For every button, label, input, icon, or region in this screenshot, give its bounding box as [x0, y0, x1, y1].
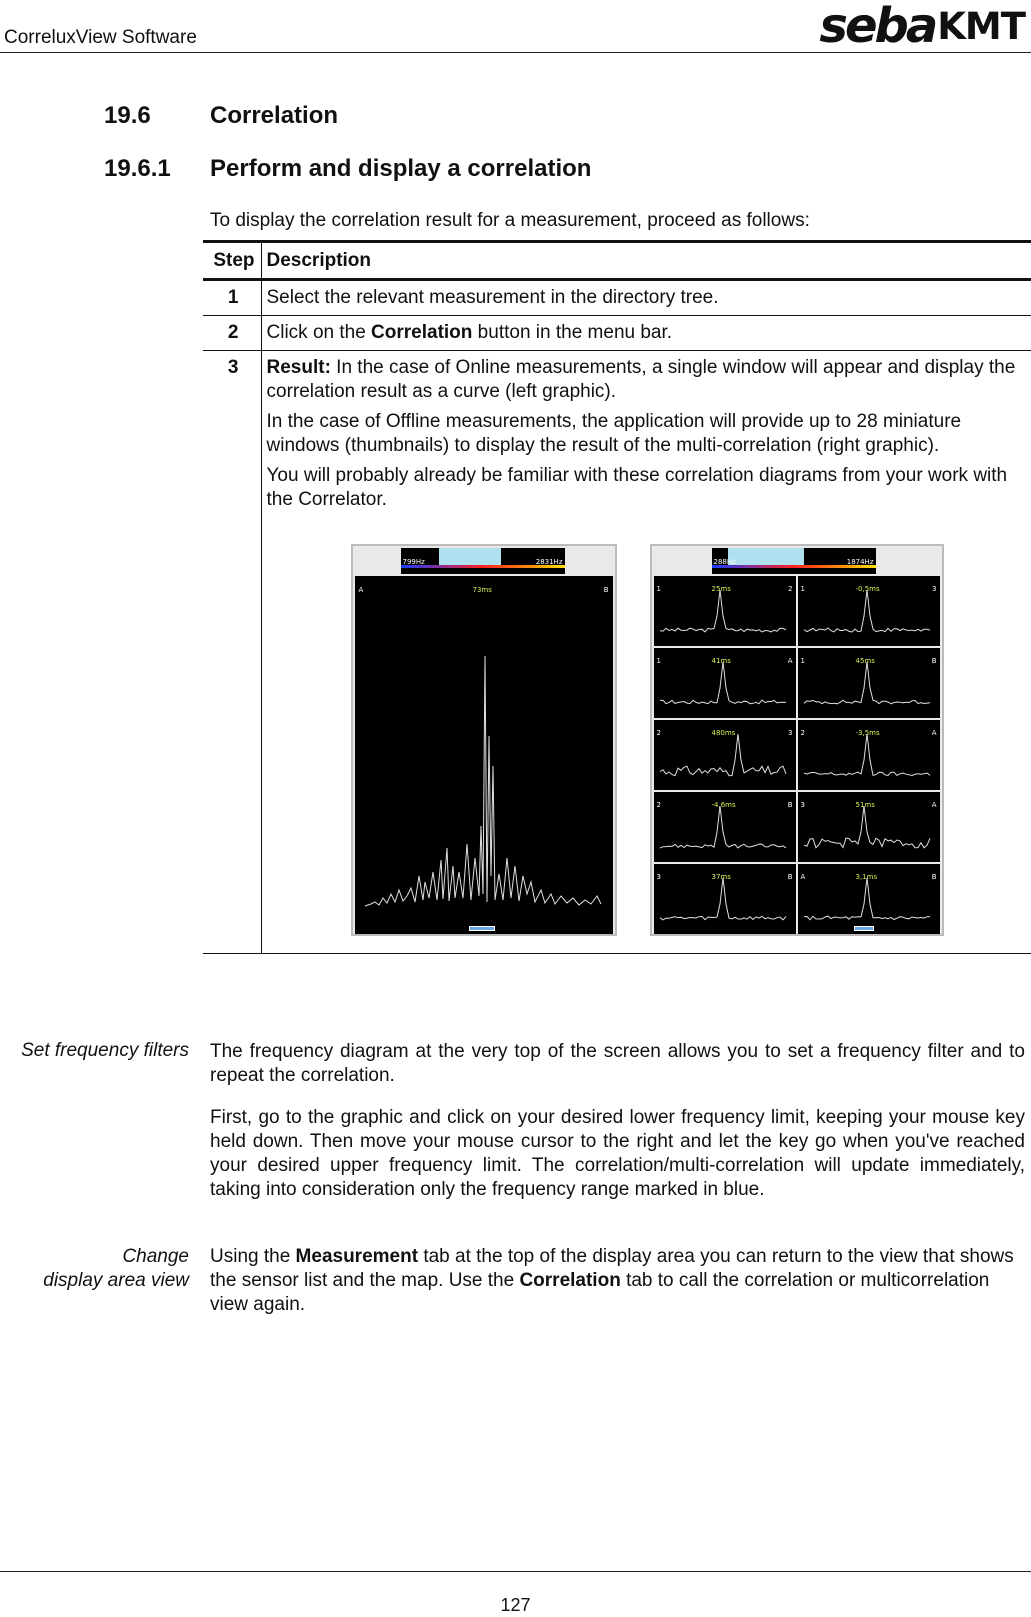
correlation-plot — [355, 576, 613, 934]
thumb-curve-line — [804, 734, 930, 776]
table-header-row — [203, 242, 1031, 280]
side-note-view-1: Change — [122, 1246, 189, 1267]
thumb-curve — [654, 720, 794, 790]
thumb-curve-line — [660, 878, 786, 920]
page-number: 127 — [500, 1595, 531, 1615]
correlation-thumbnail[interactable] — [798, 576, 940, 646]
familiar-paragraph: You will probably already be familiar with these correlation diagrams from your work with the Correlator. — [266, 465, 1008, 510]
view-paragraph — [210, 1245, 1025, 1317]
multi-correlation-screenshot — [650, 544, 944, 936]
thumb-left-label: 1 — [800, 657, 805, 665]
correlation-thumbnail[interactable] — [654, 648, 796, 718]
side-note-view-2: display area view — [43, 1270, 189, 1291]
thumb-value: -0,5ms — [855, 585, 880, 593]
table-row — [203, 316, 1031, 351]
frequency-bar — [401, 548, 565, 574]
logo-seba: seba — [819, 0, 936, 54]
offline-paragraph: In the case of Offline measurements, the application will provide up to 28 miniature windows (thumbnails) to display the result of the multi-correlation (right graphic). — [266, 411, 962, 456]
correlation-thumbnail[interactable] — [654, 864, 796, 934]
side-note-frequency: Set frequency filters — [21, 1040, 189, 1061]
header-description: Description — [261, 242, 1031, 280]
thumb-curve-line — [804, 590, 930, 632]
thumb-curve — [798, 648, 938, 718]
view-text: Using the — [210, 1246, 296, 1267]
thumb-left-label: 2 — [800, 729, 805, 737]
thumb-curve-line — [660, 734, 786, 776]
thumb-right-label: 3 — [932, 585, 937, 593]
thumb-curve-line — [804, 878, 930, 920]
sebakmt-logo — [819, 0, 1025, 54]
correlation-thumbnail[interactable] — [654, 576, 796, 646]
page-header — [0, 0, 1031, 53]
freq-low-label: 288Hz — [713, 558, 736, 566]
frequency-paragraph-1: The frequency diagram at the very top of the screen allows you to set a frequency filter and to repeat the correlation. — [210, 1041, 1025, 1086]
thumb-right-label: 3 — [788, 729, 793, 737]
thumb-curve — [654, 576, 794, 646]
sensor-a-label: A — [358, 586, 364, 594]
correlation-thumbnail[interactable] — [798, 648, 940, 718]
step-text-part: button in the menu bar. — [472, 322, 673, 343]
step-text: Select the relevant measurement in the directory tree. — [261, 280, 1031, 316]
thumb-left-label: A — [800, 873, 806, 881]
freq-high-label: 1874Hz — [846, 558, 874, 566]
correlation-button-ref: Correlation — [371, 322, 473, 343]
thumb-curve-line — [660, 806, 786, 848]
steps-table — [203, 240, 1031, 954]
correlation-tab-ref: Correlation — [519, 1270, 621, 1291]
thumb-value: 37ms — [711, 873, 731, 881]
thumb-curve — [798, 576, 938, 646]
subsection-title: Perform and display a correlation — [210, 155, 592, 182]
step-text-part: Click on the — [266, 322, 372, 343]
thumb-value: 3,1ms — [855, 873, 878, 881]
thumb-curve — [798, 720, 938, 790]
scroll-handle[interactable] — [854, 926, 874, 931]
thumb-value: 480ms — [711, 729, 736, 737]
frequency-selection — [728, 548, 804, 565]
thumb-right-label: B — [931, 657, 937, 665]
thumb-left-label: 1 — [800, 585, 805, 593]
step-number: 3 — [203, 351, 261, 954]
thumb-left-label: 2 — [656, 801, 661, 809]
measurement-tab-ref: Measurement — [295, 1246, 419, 1267]
thumb-value: -4,6ms — [711, 801, 736, 809]
scroll-handle[interactable] — [469, 926, 495, 931]
thumb-curve — [798, 792, 938, 862]
thumb-curve — [654, 792, 794, 862]
intro-text: To display the correlation result for a measurement, proceed as follows: — [210, 210, 810, 231]
thumb-curve-line — [804, 806, 930, 848]
freq-low-label: 799Hz — [402, 558, 425, 566]
result-paragraph — [267, 356, 1027, 404]
frequency-selection — [439, 548, 501, 565]
thumb-left-label: 1 — [656, 657, 661, 665]
thumb-curve-line — [660, 590, 786, 632]
subsection-number: 19.6.1 — [104, 155, 171, 182]
thumb-value: 51ms — [855, 801, 875, 809]
thumb-left-label: 2 — [656, 729, 661, 737]
correlation-thumbnail[interactable] — [654, 720, 796, 790]
thumb-left-label: 1 — [656, 585, 661, 593]
single-correlation-screenshot — [351, 544, 617, 936]
thumb-right-label: 2 — [788, 585, 793, 593]
correlation-curve — [355, 576, 613, 934]
thumb-right-label: B — [787, 801, 793, 809]
frequency-paragraph-2: First, go to the graphic and click on your desired lower frequency limit, keeping your mouse key held down. Then move your mouse cursor to the right and let the key go when you've reached your desired upper frequency limit. The correlation/multi-correlation will update immediately, taking into consideration only the frequency range marked in blue. — [210, 1107, 1025, 1200]
header-step: Step — [203, 242, 261, 280]
figures — [267, 518, 1027, 948]
thumb-value: 41ms — [711, 657, 731, 665]
thumb-value: 25ms — [711, 585, 731, 593]
frequency-bar — [712, 548, 876, 574]
thumb-left-label: 3 — [800, 801, 805, 809]
thumb-value: -3,5ms — [855, 729, 880, 737]
table-row — [203, 351, 1031, 954]
result-label: Result: — [266, 357, 331, 378]
thumb-right-label: A — [931, 729, 937, 737]
thumb-left-label: 3 — [656, 873, 661, 881]
step-text — [261, 351, 1031, 954]
correlation-thumbnail[interactable] — [798, 720, 940, 790]
view-text: tab at the top of the display area you can return to the view that shows the sensor list and the map. Use the — [210, 1246, 1014, 1291]
thumb-value: 45ms — [855, 657, 875, 665]
section-title: Correlation — [210, 102, 339, 129]
logo-kmt: KMT — [937, 5, 1025, 48]
thumb-curve-line — [804, 662, 930, 704]
correlation-thumbnail[interactable] — [798, 864, 940, 934]
result-text: In the case of Online measurements, a single window will appear and display the correlation result as a curve (left graphic). — [266, 357, 1016, 402]
delay-value: 73ms — [472, 586, 492, 594]
thumb-curve — [654, 648, 794, 718]
thumb-curve-line — [660, 662, 786, 704]
thumb-curve — [798, 864, 938, 934]
footer-divider — [0, 1571, 1031, 1572]
section-number: 19.6 — [104, 102, 151, 129]
correlation-thumbnail[interactable] — [654, 792, 796, 862]
thumbnail-grid — [654, 576, 940, 934]
thumb-right-label: B — [787, 873, 793, 881]
thumb-right-label: B — [931, 873, 937, 881]
thumb-curve — [654, 864, 794, 934]
step-number: 2 — [203, 316, 261, 351]
thumb-right-label: A — [931, 801, 937, 809]
table-row — [203, 280, 1031, 316]
thumb-right-label: A — [787, 657, 793, 665]
freq-high-label: 2831Hz — [535, 558, 563, 566]
correlation-thumbnail[interactable] — [798, 792, 940, 862]
header-title: CorreluxView Software — [4, 27, 197, 48]
sensor-b-label: B — [603, 586, 609, 594]
view-text: tab to call the correlation or multicorrelation view again. — [210, 1270, 990, 1315]
step-number: 1 — [203, 280, 261, 316]
step-text — [261, 316, 1031, 351]
